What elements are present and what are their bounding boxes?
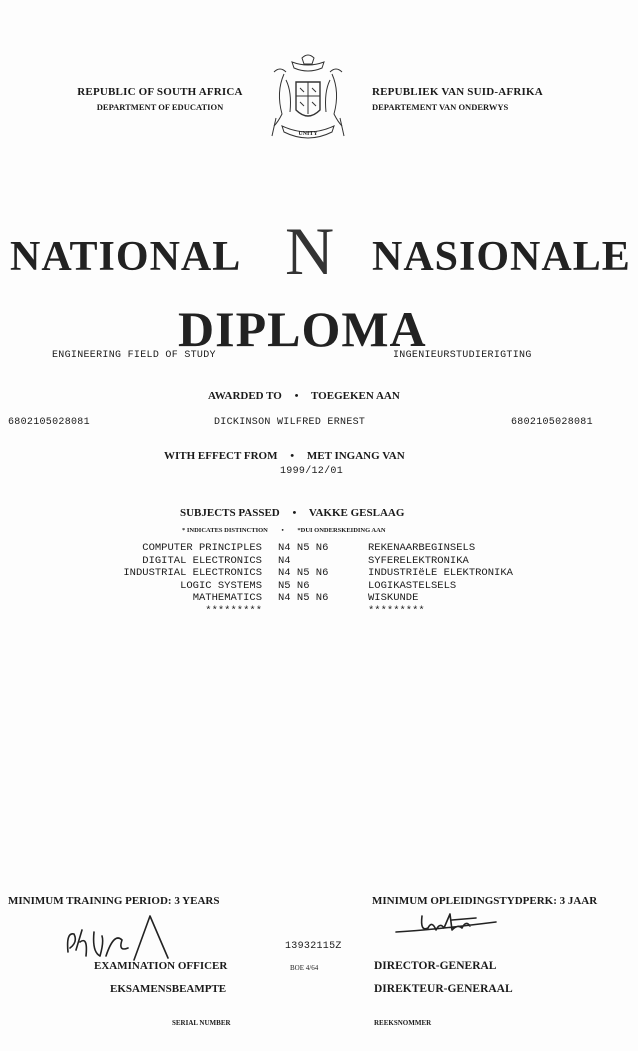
emblem-motto: UNITY [298,131,318,137]
bullet: • [290,450,295,462]
distinction-note [182,527,386,534]
director-general-en: DIRECTOR-GENERAL [374,960,497,972]
boe-code: BOE 4/64 [290,964,319,972]
subject-levels: N5 N6 [278,579,310,592]
bullet: • [292,507,297,519]
subjects-end-en: ********* [205,604,262,617]
distinction-note-af: *DUI ONDERSKEIDING AAN [297,527,386,534]
title-n-letter: N [285,213,335,289]
examination-officer-af: EKSAMENSBEAMPTE [110,983,227,995]
subject-name-af: SYFERELEKTRONIKA [368,554,469,567]
subject-name-en: COMPUTER PRINCIPLES [142,542,262,554]
min-opleidingstydperk: MINIMUM OPLEIDINGSTYDPERK: 3 JAAR [372,895,598,907]
subjects-heading-af: VAKKE GESLAAG [308,507,405,519]
title-national: NATIONAL [10,234,242,280]
subjects-end-af: ********* [368,604,425,617]
subject-levels: N4 [278,554,291,567]
bullet: • [281,527,284,534]
subject-name-en: DIGITAL ELECTRONICS [142,554,262,567]
header-left-line1: REPUBLIC OF SOUTH AFRICA [77,86,243,98]
id-number-left: 6802105028081 [8,417,90,428]
id-number-right: 6802105028081 [511,417,593,428]
subject-name-af: REKENAARBEGINSELS [368,542,476,554]
subject-name-af: LOGIKASTELSELS [368,579,457,592]
awarded-to-label [208,390,400,402]
subjects-heading [180,507,404,519]
coat-of-arms-icon [262,52,354,146]
subject-levels: N4 N5 N6 [278,542,329,554]
field-of-study-af: INGENIEURSTUDIERIGTING [393,350,532,361]
header-right-line1: REPUBLIEK VAN SUID-AFRIKA [372,86,543,98]
awarded-to-af: TOEGEKEN AAN [311,390,400,402]
min-training-period: MINIMUM TRAINING PERIOD: 3 YEARS [8,895,220,907]
subject-levels: N4 N5 N6 [278,592,329,604]
bullet: • [294,390,299,402]
subject-name-en: INDUSTRIAL ELECTRONICS [123,567,262,579]
distinction-note-en: * INDICATES DISTINCTION [182,527,268,534]
recipient-name: DICKINSON WILFRED ERNEST [214,417,366,428]
subject-name-en: LOGIC SYSTEMS [180,579,262,592]
header-right-line2: DEPARTEMENT VAN ONDERWYS [372,102,509,112]
serial-value: 13932115Z [285,941,342,952]
subject-name-af: WISKUNDE [368,592,419,604]
subjects-heading-en: SUBJECTS PASSED [180,507,280,519]
effect-from-en: WITH EFFECT FROM [164,450,278,462]
serial-number-label: SERIAL NUMBER [172,1019,231,1027]
director-general-af: DIREKTEUR-GENERAAL [374,983,513,995]
subject-levels: N4 N5 N6 [278,567,329,579]
effect-from-af: MET INGANG VAN [306,450,405,462]
title-diploma: DIPLOMA [178,301,427,357]
field-of-study-en: ENGINEERING FIELD OF STUDY [52,350,216,361]
subject-name-af: INDUSTRIëLE ELEKTRONIKA [368,567,513,579]
reeksnommer-label: REEKSNOMMER [374,1019,432,1027]
title-nasionale: NASIONALE [372,234,631,280]
subject-name-en: MATHEMATICS [192,592,262,604]
awarded-to-en: AWARDED TO [208,390,282,402]
director-general-signature [392,910,502,940]
effect-date: 1999/12/01 [280,466,344,477]
examination-officer-en: EXAMINATION OFFICER [94,960,228,972]
effect-from-label [164,450,405,462]
header-left-line2: DEPARTMENT OF EDUCATION [96,102,224,112]
